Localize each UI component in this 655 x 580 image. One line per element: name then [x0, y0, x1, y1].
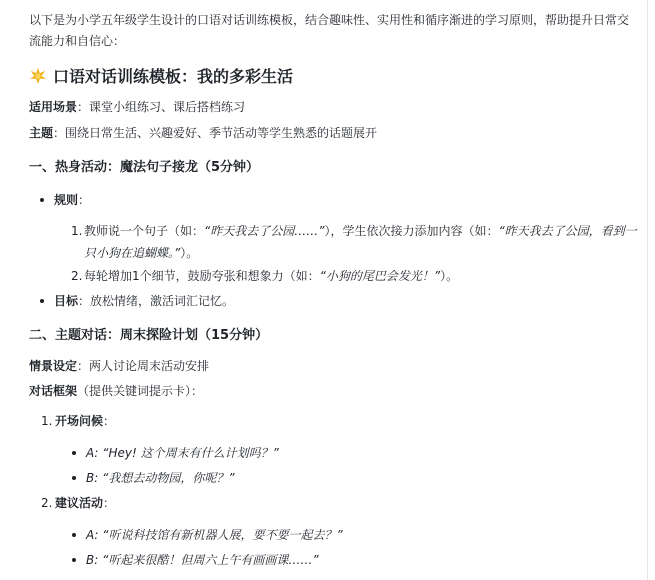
bullet-dot	[72, 533, 76, 537]
bullet-dot	[72, 476, 76, 480]
rule2-number: 2.	[71, 269, 83, 283]
rule1-line1	[84, 221, 637, 242]
item1-label: 开场问候	[55, 414, 104, 428]
rule1-text-a: 教师说一个句子（如：	[84, 224, 205, 238]
rule1-quote2a: “昨天我去了公园，看到一	[498, 224, 637, 238]
setting-label: 情景设定	[29, 359, 78, 373]
scene-value: ：课堂小组练习、课后搭档练习	[77, 100, 246, 114]
speaker-label: B:	[86, 471, 99, 485]
goal-line	[54, 291, 234, 312]
item1-colon: ：	[103, 414, 116, 428]
item2-line	[55, 493, 115, 514]
topic-line	[29, 123, 377, 144]
sparkle-icon	[29, 67, 47, 85]
dialog-line	[86, 550, 319, 571]
item2-colon: ：	[103, 496, 116, 510]
topic-label: 主题	[29, 126, 54, 140]
dialog-line	[86, 443, 279, 464]
scene-label: 适用场景	[29, 100, 78, 114]
page-title	[29, 65, 293, 89]
rules-colon: ：	[78, 193, 91, 207]
dialog-text: “我想去动物园，你呢？”	[98, 471, 235, 485]
rules-line	[54, 190, 90, 211]
rule1-quote1: “昨天我去了公园……”	[204, 224, 325, 238]
dialog-text: “听说科技馆有新机器人展，要不要一起去？”	[98, 528, 343, 542]
page-title-text: 口语对话训练模板：我的多彩生活	[53, 67, 294, 86]
section2-heading: 二、主题对话：周末探险计划（15分钟）	[29, 328, 269, 343]
speaker-label: A:	[86, 528, 99, 542]
scene-line	[29, 97, 245, 118]
dialog-line	[86, 525, 343, 546]
bullet-dot	[40, 299, 44, 303]
setting-value: ：两人讨论周末活动安排	[77, 359, 210, 373]
intro-paragraph: 以下是为小学五年级学生设计的口语对话训练模板，结合趣味性、实用性和循序渐进的学习原则，帮助提升日常交流能力和自信心：	[29, 13, 630, 48]
dialog-line	[86, 468, 235, 489]
item1-line	[55, 411, 115, 432]
bullet-dot	[40, 198, 44, 202]
item1-number: 1.	[41, 414, 53, 428]
framework-line	[29, 381, 203, 402]
goal-value: ：放松情绪，激活词汇记忆。	[78, 294, 235, 308]
bullet-dot	[72, 558, 76, 562]
rule1-number: 1.	[71, 224, 83, 238]
rule1-line2	[84, 243, 198, 264]
rule1-text-b: ），学生依次接力添加内容（如：	[324, 224, 499, 238]
framework-value: （提供关键词提示卡）：	[77, 384, 204, 398]
framework-label: 对话框架	[29, 384, 78, 398]
rule2-text-b: ）。	[440, 269, 459, 283]
bullet-dot	[72, 451, 76, 455]
setting-line	[29, 356, 209, 377]
dialog-text: “听起来很酷！但周六上午有画画课……”	[98, 553, 319, 567]
rule2-text-a: 每轮增加1个细节，鼓励夸张和想象力（如：	[84, 269, 320, 283]
item2-label: 建议活动	[55, 496, 104, 510]
topic-value: ：围绕日常生活、兴趣爱好、季节活动等学生熟悉的话题展开	[53, 126, 378, 140]
item2-number: 2.	[41, 496, 53, 510]
rules-label: 规则	[54, 193, 79, 207]
goal-label: 目标	[54, 294, 79, 308]
speaker-label: A:	[86, 446, 99, 460]
rule1-text-c: ）。	[180, 246, 199, 260]
section1-heading: 一、热身活动：魔法句子接龙（5分钟）	[29, 160, 260, 175]
rule1-quote2b: 只小狗在追蝴蝶。”	[84, 246, 181, 260]
dialog-text: “Hey! 这个周末有什么计划吗？”	[98, 446, 279, 460]
rule2-line	[84, 266, 458, 287]
speaker-label: B:	[86, 553, 99, 567]
rule2-quote: “小狗的尾巴会发光！”	[319, 269, 441, 283]
